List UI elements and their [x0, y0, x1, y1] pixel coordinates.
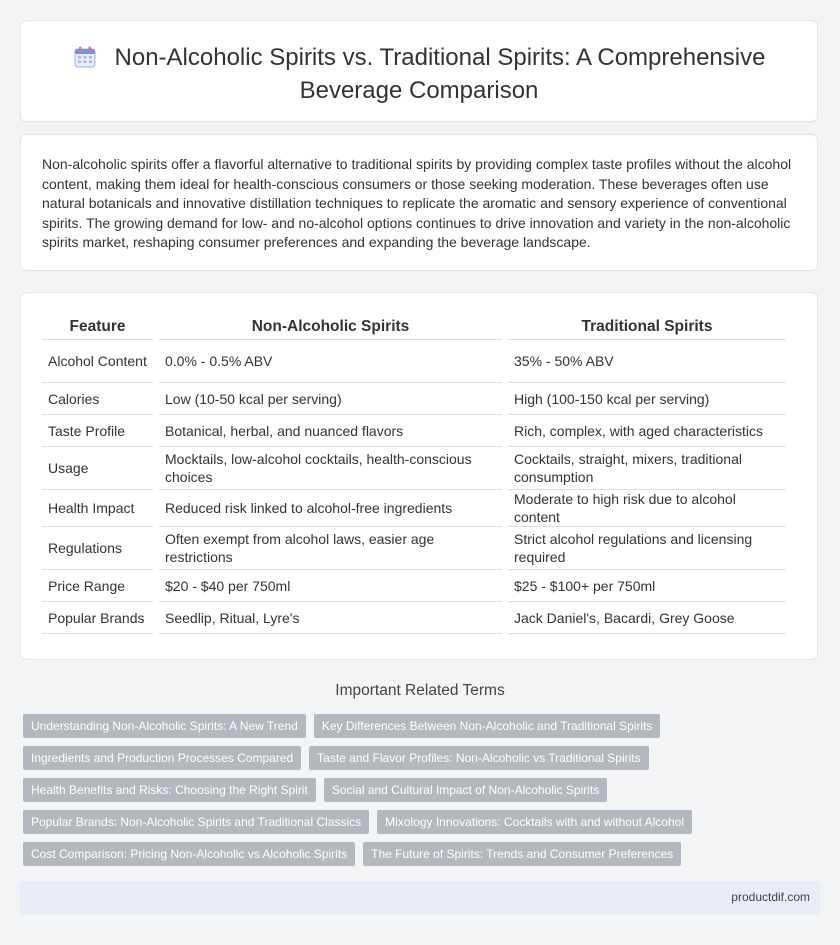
cell-feature: Calories: [42, 383, 153, 415]
cell-non-alcoholic: Low (10-50 kcal per serving): [159, 383, 502, 415]
cell-traditional: High (100-150 kcal per serving): [508, 383, 786, 415]
footer: [20, 881, 820, 914]
calendar-icon: [73, 45, 97, 76]
cell-non-alcoholic: Mocktails, low-alcohol cocktails, health-conscious choices: [159, 447, 502, 490]
cell-feature: Health Impact: [42, 490, 153, 527]
table-row: [42, 383, 786, 415]
related-term-link[interactable]: Ingredients and Production Processes Compared: [23, 746, 301, 770]
related-term-link[interactable]: Mixology Innovations: Cocktails with and without Alcohol: [377, 810, 692, 834]
related-term-link[interactable]: Cost Comparison: Pricing Non-Alcoholic vs Alcoholic Spirits: [23, 842, 355, 866]
table-row: [42, 570, 786, 602]
cell-traditional: Cocktails, straight, mixers, traditional consumption: [508, 447, 786, 490]
table-row: [42, 415, 786, 447]
table-row: [42, 602, 786, 634]
table-row: [42, 490, 786, 527]
title-card: [20, 20, 818, 122]
cell-feature: Price Range: [42, 570, 153, 602]
related-terms-heading: Important Related Terms: [335, 682, 505, 699]
cell-traditional: Rich, complex, with aged characteristics: [508, 415, 786, 447]
cell-non-alcoholic: Seedlip, Ritual, Lyre's: [159, 602, 502, 634]
table-header-row: [42, 311, 786, 340]
cell-feature: Taste Profile: [42, 415, 153, 447]
related-term-link[interactable]: Popular Brands: Non-Alcoholic Spirits and Traditional Classics: [23, 810, 369, 834]
cell-feature: Alcohol Content: [42, 340, 153, 383]
related-term-link[interactable]: Key Differences Between Non-Alcoholic and Traditional Spirits: [314, 714, 661, 738]
cell-non-alcoholic: $20 - $40 per 750ml: [159, 570, 502, 602]
header-feature: Feature: [42, 311, 153, 340]
related-term-link[interactable]: Understanding Non-Alcoholic Spirits: A New Trend: [23, 714, 306, 738]
related-term-link[interactable]: Taste and Flavor Profiles: Non-Alcoholic vs Traditional Spirits: [309, 746, 648, 770]
header-non-alcoholic: Non-Alcoholic Spirits: [159, 311, 502, 340]
related-term-link[interactable]: Social and Cultural Impact of Non-Alcoholic Spirits: [324, 778, 607, 802]
related-term-link[interactable]: The Future of Spirits: Trends and Consumer Preferences: [363, 842, 681, 866]
page-title-wrap: [21, 43, 817, 105]
cell-traditional: $25 - $100+ per 750ml: [508, 570, 786, 602]
cell-non-alcoholic: Often exempt from alcohol laws, easier age restrictions: [159, 527, 502, 570]
cell-traditional: 35% - 50% ABV: [508, 340, 786, 383]
intro-card: [20, 134, 818, 271]
cell-traditional: Moderate to high risk due to alcohol content: [508, 490, 786, 527]
intro-paragraph: Non-alcoholic spirits offer a flavorful alternative to traditional spirits by providing complex taste profiles without the alcohol content, making them ideal for health-conscious consumers or those seeking moderation. These beverages often use natural botanicals and innovative distillation techniques to replicate the aromatic and sensory experience of conventional spirits. The growing demand for low- and no-alcohol options continues to drive innovation and variety in the non-alcoholic spirits market, reshaping consumer preferences and expanding the beverage landscape.: [42, 156, 792, 250]
cell-non-alcoholic: Botanical, herbal, and nuanced flavors: [159, 415, 502, 447]
footer-site-link[interactable]: productdif.com: [731, 890, 810, 904]
table-row: [42, 527, 786, 570]
table-row: [42, 447, 786, 490]
page-title: Non-Alcoholic Spirits vs. Traditional Spirits: A Comprehensive Beverage Comparison: [114, 44, 766, 104]
comparison-card: [20, 292, 818, 660]
comparison-table: [36, 311, 792, 634]
related-terms-list: [23, 714, 723, 874]
cell-traditional: Strict alcohol regulations and licensing required: [508, 527, 786, 570]
header-traditional: Traditional Spirits: [508, 311, 786, 340]
table-row: [42, 340, 786, 383]
related-term-link[interactable]: Health Benefits and Risks: Choosing the Right Spirit: [23, 778, 316, 802]
cell-traditional: Jack Daniel's, Bacardi, Grey Goose: [508, 602, 786, 634]
cell-feature: Popular Brands: [42, 602, 153, 634]
cell-feature: Usage: [42, 447, 153, 490]
cell-non-alcoholic: Reduced risk linked to alcohol-free ingredients: [159, 490, 502, 527]
cell-feature: Regulations: [42, 527, 153, 570]
cell-non-alcoholic: 0.0% - 0.5% ABV: [159, 340, 502, 383]
